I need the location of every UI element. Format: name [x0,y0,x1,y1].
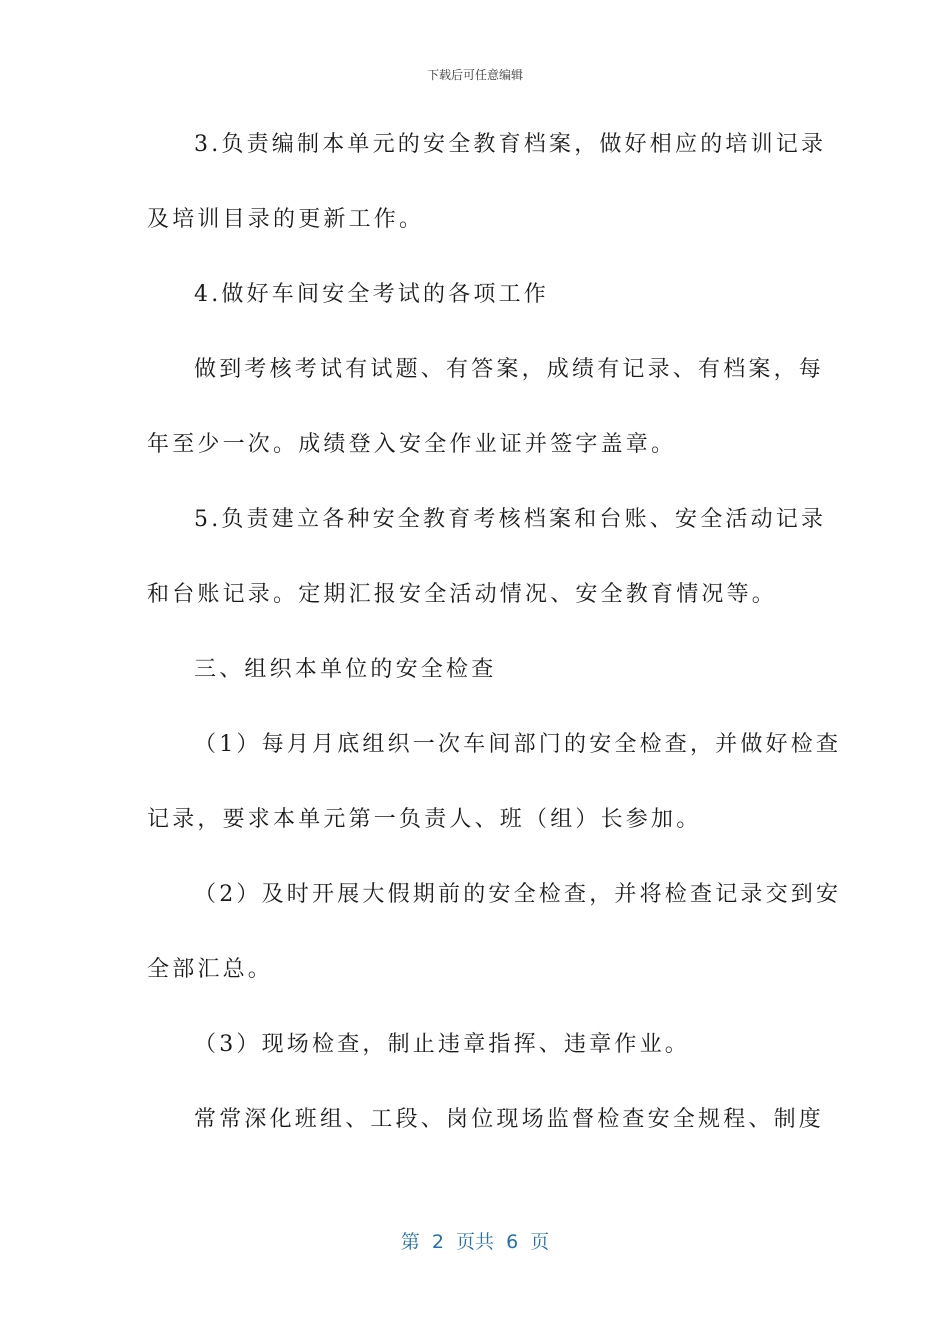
paragraph-line: 做到考核考试有试题、有答案，成绩有记录、有档案，每 [194,357,825,382]
paragraph-line: 5.负责建立各种安全教育考核档案和台账、安全活动记录 [194,507,827,532]
paragraph-line: （2）及时开展大假期前的安全检查，并将检查记录交到安 [194,882,842,907]
section-heading: 三、组织本单位的安全检查 [194,657,497,682]
paragraph-line: 3.负责编制本单元的安全教育档案，做好相应的培训记录 [194,132,827,157]
paragraph-line: 4.做好车间安全考试的各项工作 [194,282,549,307]
paragraph-line: （3）现场检查，制止违章指挥、违章作业。 [194,1032,690,1057]
paragraph-line: 常常深化班组、工段、岗位现场监督检查安全规程、制度 [194,1107,825,1132]
paragraph-line: （1）每月月底组织一次车间部门的安全检查，并做好检查 [194,732,842,757]
paragraph-line: 及培训目录的更新工作。 [147,207,425,232]
paragraph-line: 和台账记录。定期汇报安全活动情况、安全教育情况等。 [147,582,778,607]
paragraph-line: 全部汇总。 [147,957,274,982]
paragraph-line: 年至少一次。成绩登入安全作业证并签字盖章。 [147,432,677,457]
paragraph-line: 记录，要求本单元第一负责人、班（组）长参加。 [147,807,702,832]
page-number-footer: 第 2 页共 6 页 [400,1231,550,1253]
header-note: 下载后可任意编辑 [426,68,523,82]
